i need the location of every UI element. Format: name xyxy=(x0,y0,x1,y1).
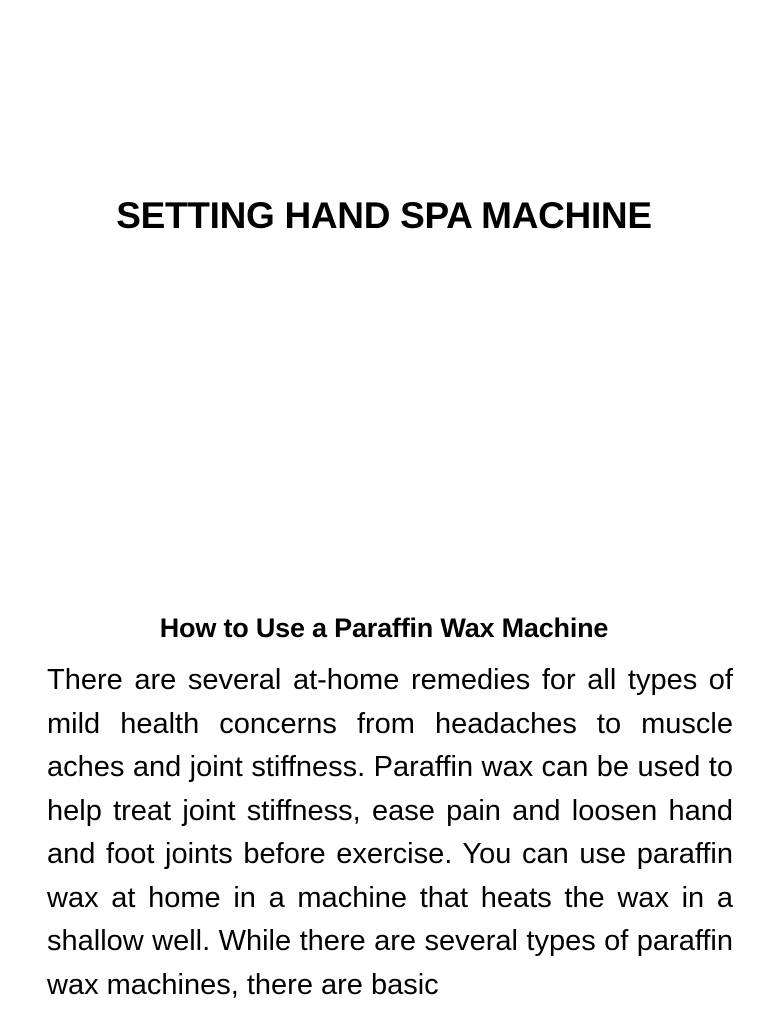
section-heading: How to Use a Paraffin Wax Machine xyxy=(159,613,609,643)
body-paragraph: There are several at-home remedies for all types of mild health concerns from headaches to muscle aches and joint stiffness. Paraffin wax can be used to help treat joint stiffness, ease pain and loosen hand and foot joints before exercise. You can use paraffin wax at home in a machine that heats the wax in a shallow well. While there are several types of paraffin wax machines, there are basic xyxy=(47,664,733,1001)
page-title: SETTING HAND SPA MACHINE xyxy=(116,195,652,236)
